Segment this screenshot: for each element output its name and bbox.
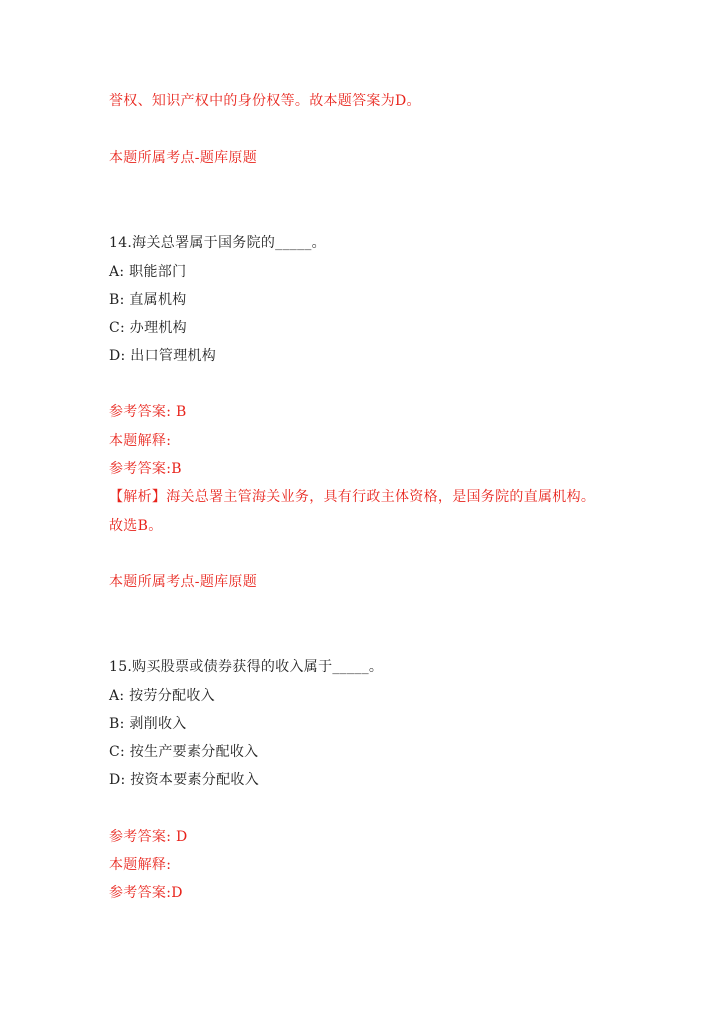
question-15-explanation-label: 本题解释: bbox=[109, 857, 172, 873]
question-14-analysis-line-1: 【解析】海关总署主管海关业务，具有行政主体资格，是国务院的直属机构。 bbox=[109, 489, 596, 505]
question-14-answer: 参考答案: B bbox=[109, 404, 187, 420]
question-14-option-c: C: 办理机构 bbox=[109, 320, 187, 336]
question-14-option-d: D: 出口管理机构 bbox=[109, 348, 217, 364]
question-14-option-b: B: 直属机构 bbox=[109, 292, 187, 308]
question-14-explanation-label: 本题解释: bbox=[109, 433, 172, 449]
question-15-option-a: A: 按劳分配收入 bbox=[109, 688, 215, 704]
question-15-answer-repeat: 参考答案:D bbox=[109, 885, 183, 901]
question-15-answer: 参考答案: D bbox=[109, 829, 188, 845]
question-15-stem: 15.购买股票或债券获得的收入属于_____。 bbox=[109, 659, 384, 675]
question-14-option-a: A: 职能部门 bbox=[109, 264, 187, 280]
question-14-analysis-line-2: 故选B。 bbox=[109, 518, 163, 534]
question-15-option-d: D: 按资本要素分配收入 bbox=[109, 772, 259, 788]
previous-knowledge-point: 本题所属考点-题库原题 bbox=[109, 150, 258, 166]
question-14-stem: 14.海关总署属于国务院的_____。 bbox=[109, 235, 326, 251]
question-14-answer-repeat: 参考答案:B bbox=[109, 461, 182, 477]
question-15-option-c: C: 按生产要素分配收入 bbox=[109, 744, 259, 760]
question-14-knowledge-point: 本题所属考点-题库原题 bbox=[109, 574, 258, 590]
previous-analysis-tail: 誉权、知识产权中的身份权等。故本题答案为D。 bbox=[109, 93, 421, 109]
question-15-option-b: B: 剥削收入 bbox=[109, 716, 187, 732]
